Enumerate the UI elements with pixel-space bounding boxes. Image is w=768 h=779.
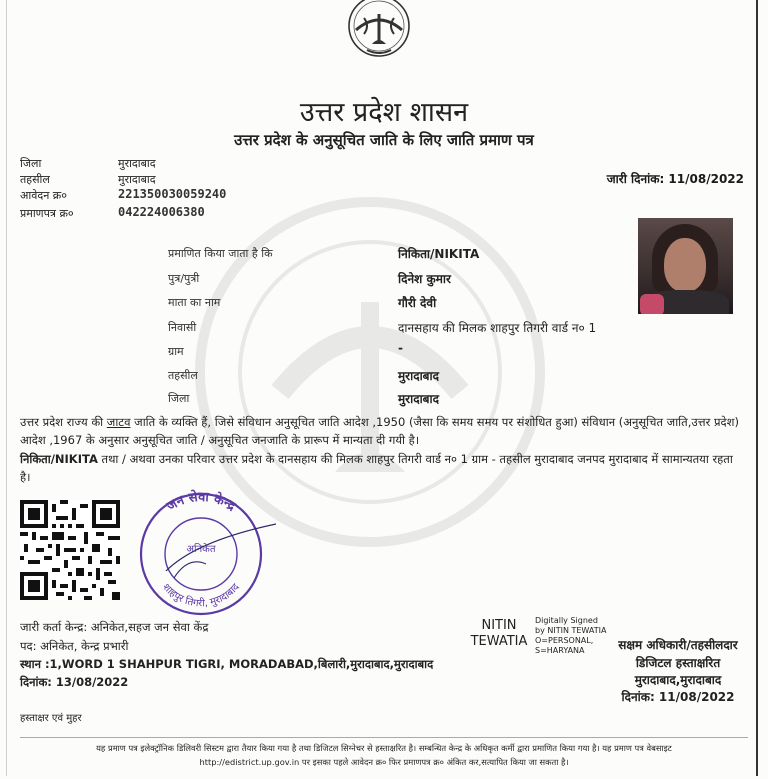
- footer-line-1: यह प्रमाण पत्र इलेक्ट्रॉनिक डिलिवरी सिस्टम द्वारा तैयार किया गया है तथा डिजिटल सिग्नेचर से हस्ताक्षरित है। सम्बन्धित केन्द्र के अधिकृत कर्मी द्वारा प्रमाणित किया गया है। यह प्रमाण पत्र वेबसाइट: [96, 743, 672, 753]
- stamp-top-text: जन सेवा केन्द्र: [164, 489, 238, 515]
- field-value-district: मुरादाबाद: [398, 392, 440, 406]
- field-label-village: ग्राम: [168, 345, 184, 358]
- issue-date: जारी दिनांक: 11/08/2022: [606, 172, 744, 186]
- applicant-photo: [638, 218, 733, 314]
- digital-signer-name: NITIN TEWATIA: [470, 618, 528, 649]
- qr-code: [20, 500, 120, 600]
- certification-paragraph: [20, 413, 745, 449]
- footer-divider: [20, 737, 748, 738]
- signature-seal-label: हस्ताक्षर एवं मुहर: [20, 713, 82, 724]
- meta-label-district: जिला: [20, 157, 42, 170]
- stamp-bottom-text: शाहपुर तिगरी, मुरादाबाद: [160, 581, 242, 610]
- field-value-father: दिनेश कुमार: [398, 272, 451, 286]
- issuer-date: दिनांक: 13/08/2022: [20, 675, 129, 689]
- field-value-resident: दानसहाय की मिलक शाहपुर तिगरी वार्ड न० 1: [398, 321, 597, 335]
- seva-kendra-stamp: [126, 486, 276, 616]
- residence-paragraph: [20, 450, 745, 486]
- field-value-tehsil: मुरादाबाद: [398, 369, 440, 383]
- issuer-place: स्थान :1,WORD 1 SHAHPUR TIGRI, MORADABAD,बिलारी,मुरादाबाद,मुरादाबाद: [20, 657, 434, 671]
- issuer-center: जारी कर्ता केन्द्र: अनिकेत,सहज जन सेवा केंद्र: [20, 620, 209, 634]
- para1-after: जाति के व्यक्ति हैं, जिसे संविधान अनुसूचित जाति आदेश ,1950 (जैसा कि समय समय पर संशोधित हुआ) संविधान (अनुसूचित जाति,उत्तर प्रदेश) आदेश ,1967 के अनुसार अनुसूचित जाति / अनुसूचित जनजाति के प्रारूप में मान्यता दी गयी है।: [20, 415, 739, 447]
- document-subtitle: उत्तर प्रदेश के अनुसूचित जाति के लिए जाति प्रमाण पत्र: [234, 131, 534, 149]
- document-title: उत्तर प्रदेश शासन: [299, 97, 469, 128]
- issuer-designation: पद: अनिकेत, केन्द्र प्रभारी: [20, 639, 129, 653]
- svg-text:शाहपुर तिगरी, मुरादाबाद: [160, 581, 242, 609]
- field-label-mother: माता का नाम: [168, 296, 221, 309]
- officer-location: मुरादाबाद,मुरादाबाद: [634, 673, 722, 687]
- stamp-center-text: अनिकेत: [186, 544, 216, 555]
- officer-date: दिनांक: 11/08/2022: [621, 690, 735, 704]
- field-value-village: -: [398, 341, 403, 355]
- officer-digital-signed: डिजिटल हस्ताक्षरित: [635, 656, 721, 670]
- para2-name: निकिता/NIKITA: [20, 452, 98, 466]
- officer-title: सक्षम अधिकारी/तहसीलदार: [618, 638, 738, 652]
- field-label-certified: प्रमाणित किया जाता है कि: [168, 247, 273, 260]
- field-value-mother: गौरी देवी: [398, 296, 437, 310]
- footer-line-2: http://edistrict.up.gov.in पर इसका पहले आवेदन क्र० फिर प्रमाणपत्र क्र० अंकित कर,सत्यापित किया जा सकता है।: [199, 757, 569, 767]
- digital-signature-info: Digitally Signed by NITIN TEWATIA O=PERSONAL, S=HARYANA: [535, 616, 607, 655]
- field-value-name: निकिता/NIKITA: [398, 247, 480, 261]
- field-label-son-daughter: पुत्र/पुत्री: [168, 272, 200, 285]
- para1-before: उत्तर प्रदेश राज्य की: [20, 415, 107, 429]
- meta-label-application-no: आवेदन क्र०: [20, 189, 67, 202]
- meta-value-application-no: 221350030059240: [118, 187, 227, 201]
- meta-label-certificate-no: प्रमाणपत्र क्र०: [20, 207, 74, 220]
- field-label-resident: निवासी: [168, 321, 197, 334]
- svg-text:जन सेवा केन्द्र: [163, 489, 238, 515]
- meta-value-certificate-no: 042224006380: [118, 205, 205, 219]
- state-emblem-icon: [334, 0, 424, 62]
- caste-name: जाटव: [106, 415, 131, 429]
- meta-value-tehsil: मुरादाबाद: [118, 173, 156, 186]
- meta-value-district: मुरादाबाद: [118, 157, 156, 170]
- photo-face: [664, 238, 706, 292]
- field-label-tehsil: तहसील: [168, 369, 198, 382]
- meta-label-tehsil: तहसील: [20, 173, 50, 186]
- para2-rest: तथा / अथवा उनका परिवार उत्तर प्रदेश के दानसहाय की मिलक शाहपुर तिगरी वार्ड न० 1 ग्राम - तहसील मुरादाबाद जनपद मुरादाबाद में सामान्यतया रहता है।: [20, 452, 733, 484]
- field-label-district: जिला: [168, 392, 190, 405]
- photo-scarf: [640, 294, 664, 314]
